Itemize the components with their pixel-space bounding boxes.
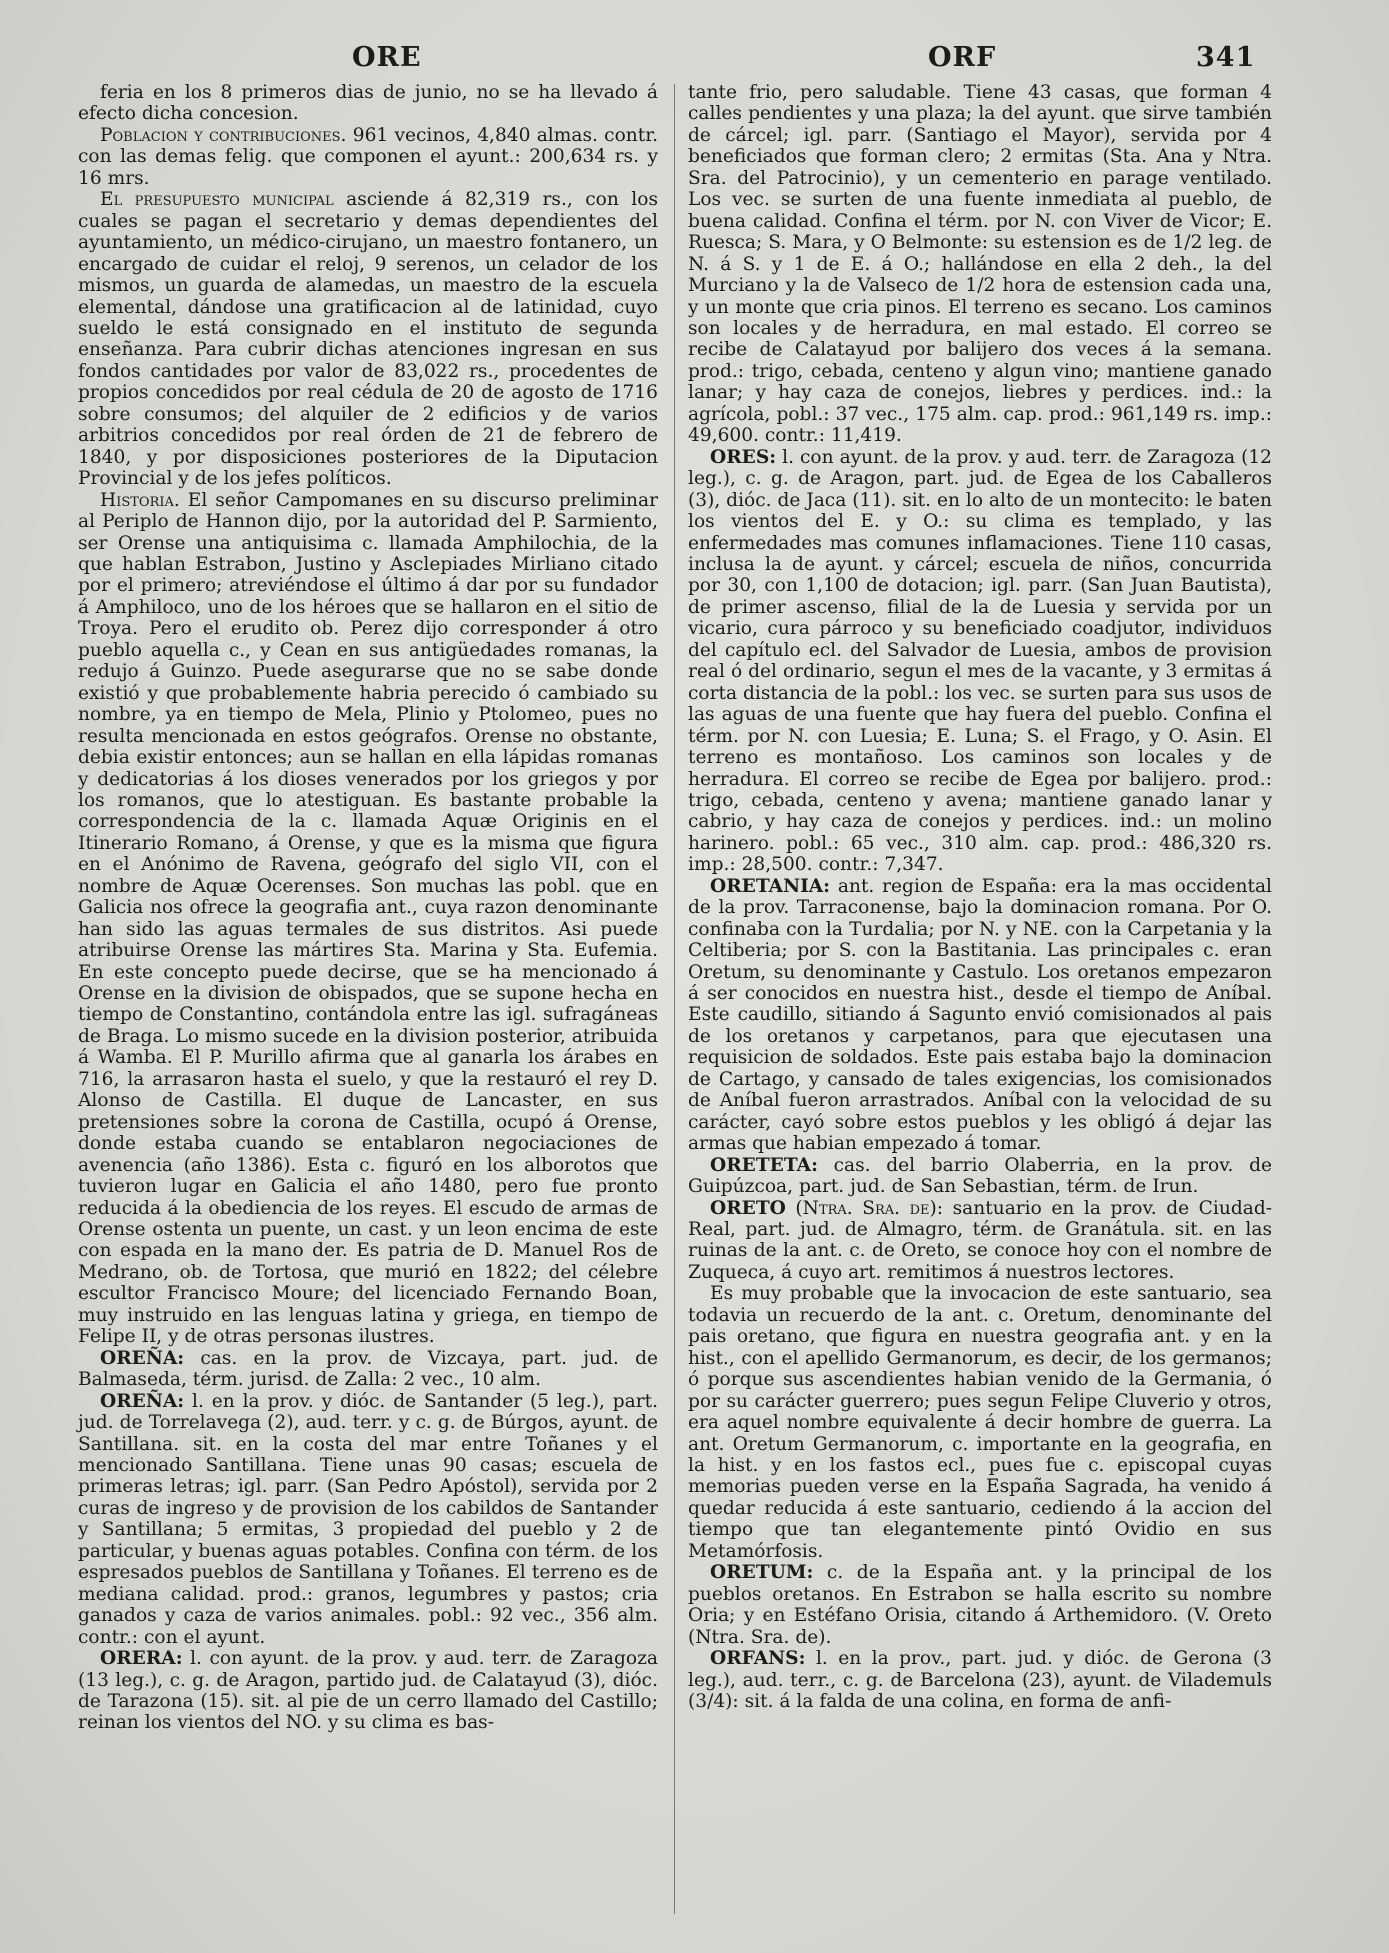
dictionary-entry: [688, 1648, 1272, 1712]
entry-headword: ORETETA:: [710, 1154, 818, 1176]
dictionary-entry: [78, 1648, 658, 1734]
entry-headword-qualifier: (Ntra. Sra. de):: [795, 1197, 944, 1219]
entry-text: ant. region de España: era la mas occidental de la prov. Tarraconense, bajo la dominacion romana. Por O. confinaba con la Turdalia; por N. y NE. con la Carpetania y la Celtiberia; por S. con la Bastitania. Las principales c. eran Oretum, su denominante y Castulo. Los oretanos empezaron á ser conocidos en nuestra hist., desde el tiempo de Aníbal. Este caudillo, sitiando á Sagunto envió comisionados al pais de los oretanos y carpetanos, para que ejecutasen una requisicion de soldados. Este pais estaba bajo la dominacion de Cartago, y cansado de tales exigencias, los comisionados de Aníbal fueron arrastrados. Aníbal con la velocidad de su carácter, cayó sobre estos pueblos y les obligó á dejar las armas que habian empezado á tomar.: [688, 875, 1272, 1155]
entry-text: l. en la prov. y dióc. de Santander (5 leg.), part. jud. de Torrelavega (2), aud. terr. y c. g. de Búrgos, ayunt. de Santillana. sit. en la costa del mar entre Toñanes y el mencionado Santillana. Tiene unas 90 casas; escuela de primeras letras; igl. parr. (San Pedro Apóstol), servida por 2 curas de ingreso y de provision de los cabildos de Santander y Santillana; 5 ermitas, 3 propiedad del pueblo y 2 de particular, y buenas aguas potables. Confina con térm. de los espresados pueblos de Santillana y Toñanes. El terreno es de mediana calidad. prod.: granos, legumbres y pastos; cria ganados y caza de varios animales. pobl.: 92 vec., 356 alm. contr.: con el ayunt.: [78, 1390, 658, 1648]
dictionary-entry: [688, 1198, 1272, 1284]
entry-headword: ORETUM:: [710, 1562, 814, 1584]
page-number: 341: [1196, 42, 1256, 73]
text-paragraph: [688, 82, 1272, 447]
section-label: Historia.: [100, 489, 180, 511]
entry-text: cas. del barrio Olaberria, en la prov. de Guipúzcoa, part. jud. de San Sebastian, térm. de Irun.: [688, 1154, 1272, 1198]
entry-headword: ORES:: [710, 446, 777, 468]
entry-text: c. de la España ant. y la principal de los pueblos oretanos. En Estrabon se halla escrito su nombre Oria; y en Estéfano Orisia, citando á Arthemidoro. (V. Oreto (Ntra. Sra. de).: [688, 1562, 1272, 1648]
column-divider: [674, 84, 675, 1914]
entry-headword: ORFANS:: [710, 1648, 806, 1670]
section-label: Poblacion y contribuciones.: [100, 124, 347, 146]
text-paragraph: [78, 189, 658, 489]
entry-text: l. en la prov., part. jud. y dióc. de Gerona (3 leg.), aud. terr., c. g. de Barcelona (23), ayunt. de Vilademuls (3/4): sit. á la falda de una colina, en forma de anfi-: [688, 1648, 1272, 1712]
section-label: El presupuesto municipal: [100, 189, 334, 211]
entry-text: cas. en la prov. de Vizcaya, part. jud. de Balmaseda, térm. jurisd. de Zalla: 2 vec., 10 alm.: [78, 1347, 658, 1391]
entry-text: Es muy probable que la invocacion de este santuario, sea todavia un recuerdo de la ant. c. Oretum, denominante del pais oretano, que figura en nuestra geografia ant. y en la hist., con el apellido Germanorum, es decir, de los germanos; ó porque sus ascendientes habian venido de la Germania, ó por su carácter guerrero; pues segun Felipe Cluverio y otros, era aquel nombre equivalente á decir hombre de guerra. La ant. Oretum Germanorum, c. importante en la geografia, en la hist. y en los fastos ecl., pues fue c. episcopal cuyas memorias pueden verse en la España Sagrada, ha venido á quedar reducida á este santuario, cediendo á la accion del tiempo que tan elegantemente pintó Ovidio en sus Metamórfosis.: [688, 1283, 1272, 1562]
dictionary-entry: [688, 1155, 1272, 1198]
dictionary-entry: [688, 876, 1272, 1155]
left-column: [78, 82, 658, 1734]
entry-text: tante frio, pero saludable. Tiene 43 casas, que forman 4 calles pendientes y una plaza; la del ayunt. que sirve también de cárcel; igl. parr. (Santiago el Mayor), servida por 4 beneficiados que forman clero; 2 ermitas (Sta. Ana y Ntra. Sra. del Patrocinio), y un cementerio en parage ventilado. Los vec. se surten de una fuente inmediata al pueblo, de buena calidad. Confina el térm. por N. con Viver de Vicor; E. Ruesca; S. Mara, y O Belmonte: su estension es de 1/2 leg. de N. á S. y 1 de E. á O.; hallándose en ella 2 deh., la del Murciano y la de Valseco de 1/2 hora de estension cada una, y un monte que cria pinos. El terreno es secano. Los caminos son locales y de herradura, en mal estado. El correo se recibe de Calatayud por balijero dos veces á la semana. prod.: trigo, cebada, centeno y algun vino; mantiene ganado lanar; y hay caza de conejos, liebres y perdices. ind.: la agrícola, pobl.: 37 vec., 175 alm. cap. prod.: 961,149 rs. imp.: 49,600. contr.: 11,419.: [688, 82, 1272, 447]
running-head-right: ORF: [928, 42, 997, 73]
entry-text: 961 vecinos, 4,840 almas. contr. con las demas felig. que componen el ayunt.: 200,634 rs. y 16 mrs.: [78, 124, 658, 189]
entry-text: santuario en la prov. de Ciudad-Real, part. jud. de Almagro, térm. de Granátula. sit. en las ruinas de la ant. c. de Oreto, se conoce hoy con el nombre de Zuqueca, á cuyo art. remitimos á nuestros lectores.: [688, 1197, 1273, 1283]
entry-text: feria en los 8 primeros dias de junio, no se ha llevado á efecto dicha concesion.: [78, 82, 658, 125]
dictionary-entry: [78, 1391, 658, 1648]
entry-text: l. con ayunt. de la prov. y aud. terr. de Zaragoza (12 leg.), c. g. de Aragon, part. jud. de Egea de los Caballeros (3), dióc. de Jaca (11). sit. en lo alto de un montecito: le baten los vientos del E. y O.: su clima es templado, y las enfermedades mas comunes inflamaciones. Tiene 110 casas, inclusa la de ayunt. y cárcel; escuela de niños, concurrida por 30, con 1,100 de dotacion; igl. parr. (San Juan Bautista), de primer ascenso, filial de la de Luesia y servida por un vicario, cura párroco y su beneficiado coadjutor, individuos del capítulo ecl. del Salvador de Luesia, ambos de provision real ó del ordinario, segun el mes de la vacante, y 3 ermitas á corta distancia de la pobl.: los vec. se surten para sus usos de las aguas de una fuente que hay fuera del pueblo. Confina el térm. por N. con Luesia; E. Luna; S. el Frago, y O. Asin. El terreno es montañoso. Los caminos son locales y de herradura. El correo se recibe de Egea por balijero. prod.: trigo, cebada, centeno y avena; mantiene ganado lanar y cabrio, y hay caza de conejos y perdices. ind.: un molino harinero. pobl.: 65 vec., 310 alm. cap. prod.: 486,320 rs. imp.: 28,500. contr.: 7,347.: [688, 446, 1272, 876]
dictionary-entry: [688, 1562, 1272, 1648]
text-paragraph: [78, 125, 658, 189]
entry-text: El señor Campomanes en su discurso preliminar al Periplo de Hannon dijo, por la autoridad del P. Sarmiento, ser Orense una antiquisima c. llamada Amphilochia, de la que hablan Estrabon, Justino y Asclepiades Mirliano citado por el primero; atreviéndose el último á dar por su fundador á Amphiloco, uno de los héroes que se hallaron en el sitio de Troya. Pero el erudito ob. Perez dijo corresponder á otro pueblo aquella c., y Cean en sus antigüedades romanas, la redujo á Guinzo. Puede asegurarse que no se sabe donde existió y que probablemente habria perecido ó cambiado su nombre, ya en tiempo de Mela, Plinio y Ptolomeo, pues no resulta mencionada en estos geógrafos. Orense no obstante, debia existir entonces; aun se hallan en ella lápidas romanas y dedicatorias á los dioses venerados por los griegos y por los romanos, que lo atestiguan. Es bastante probable la correspondencia de la c. llamada Aquæ Originis en el Itinerario Romano, á Orense, y que es la misma que figura en el Anónimo de Ravena, geógrafo del siglo VII, con el nombre de Aquæ Ocerenses. Son muchas las pobl. que en Galicia nos ofrece la geografia ant., cuya razon denominante han sido las aguas termales de sus distritos. Asi puede atribuirse Orense las mártires Sta. Marina y Sta. Eufemia. En este concepto puede decirse, que se ha mencionado á Orense en la division de obispados, que se supone hecha en tiempo de Constantino, contándola entre las igl. sufragáneas de Braga. Lo mismo sucede en la division posterior, atribuida á Wamba. El P. Murillo afirma que al ganarla los árabes en 716, la arrasaron hasta el suelo, y que la restauró el rey D. Alonso de Castilla. El duque de Lancaster, en sus pretensiones sobre la corona de Castilla, ocupó á Orense, donde estaba cuando se entablaron negociaciones de avenencia (año 1386). Esta c. figuró en los alborotos que tuvieron lugar en Galicia el año 1480, pero fue pronto reducida á la obediencia de los reyes. El escudo de armas de Orense ostenta un puente, un cast. y un leon encima de este con espada en la mano der. Es patria de D. Manuel Ros de Medrano, ob. de Tortosa, que murió en 1822; del célebre escultor Francisco Moure; del licenciado Fernando Boan, muy instruido en las lenguas latina y griega, en tiempo de Felipe II, y de otras personas ilustres.: [78, 489, 658, 1348]
entry-text: l. con ayunt. de la prov. y aud. terr. de Zaragoza (13 leg.), c. g. de Aragon, partido jud. de Calatayud (3), dióc. de Tarazona (15). sit. al pie de un cerro llamado del Castillo; reinan los vientos del NO. y su clima es bas-: [78, 1648, 658, 1734]
entry-headword: OREÑA:: [100, 1347, 185, 1369]
text-paragraph: [78, 82, 658, 125]
text-paragraph: [688, 1283, 1272, 1562]
entry-text: asciende á 82,319 rs., con los cuales se pagan el secretario y demas dependientes del ayuntamiento, un médico-cirujano, un maestro fontanero, un encargado de cuidar el reloj, 9 serenos, un celador de los mismos, un guarda de alamedas, un maestro de la escuela elemental, dándose una gratificacion al de latinidad, cuyo sueldo le está consignado en el instituto de segunda enseñanza. Para cubrir dichas atenciones ingresan en sus fondos cantidades por valor de 83,022 rs., procedentes de propios concedidos por real cédula de 20 de agosto de 1716 sobre consumos; del alquiler de 2 edificios y de varios arbitrios concedidos por real órden de 21 de febrero de 1840, y por disposiciones posteriores de la Diputacion Provincial y de los jefes políticos.: [78, 189, 658, 490]
entry-headword: ORETO: [710, 1197, 786, 1219]
entry-headword: ORETANIA:: [710, 875, 831, 897]
right-column: [688, 82, 1272, 1712]
dictionary-entry: [78, 1348, 658, 1391]
entry-headword: ORERA:: [100, 1648, 183, 1670]
entry-headword: OREÑA:: [100, 1390, 185, 1412]
running-head-left: ORE: [352, 42, 422, 73]
dictionary-entry: [688, 447, 1272, 876]
text-paragraph: [78, 490, 658, 1348]
